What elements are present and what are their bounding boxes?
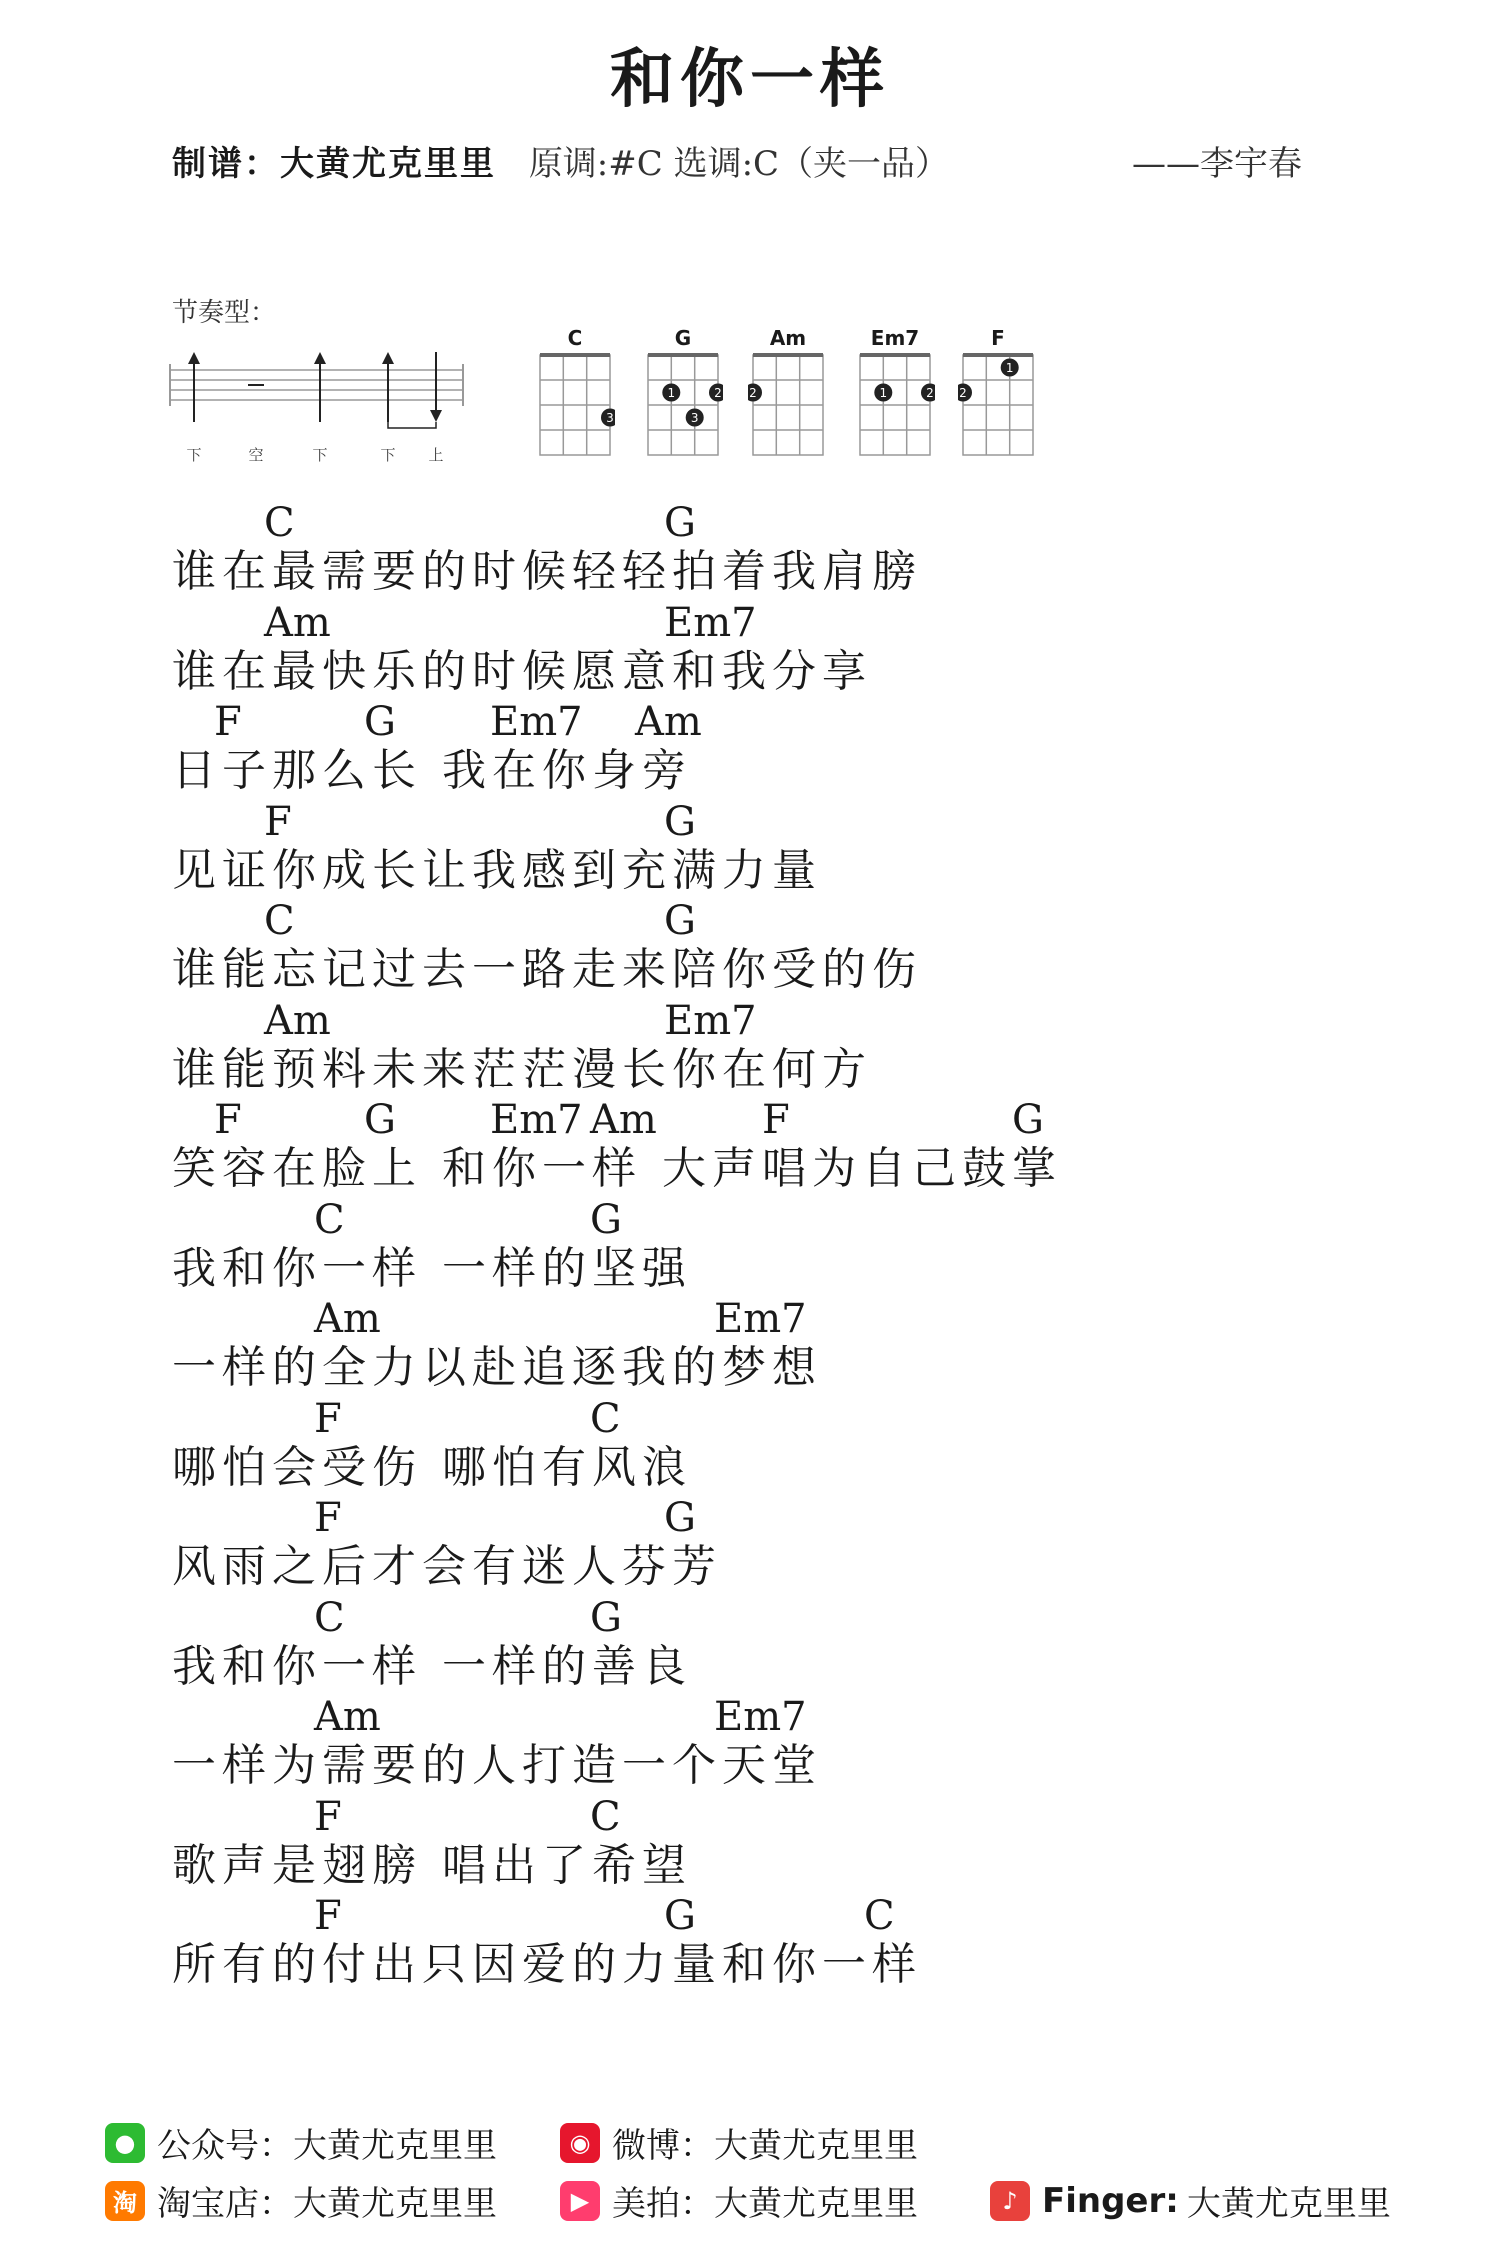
chord-label: Am [264, 997, 331, 1044]
finger-dot [921, 384, 935, 402]
lyric-text: 谁在最快乐的时候愿意和我分享 [172, 645, 872, 697]
chord-label: F [214, 1097, 242, 1143]
finger-dot [958, 384, 972, 402]
finger-text: 大黄尤克里里 [1186, 2184, 1391, 2224]
song-line [172, 1694, 1372, 1794]
chord-grid [643, 352, 723, 458]
lyric-text: 歌声是翅膀 唱出了希望 [172, 1839, 692, 1891]
weibo-icon: ◉ [560, 2123, 600, 2163]
chord-name: F [991, 326, 1005, 350]
song-line [172, 600, 1372, 700]
chord-label: Am [264, 599, 331, 646]
chord-label: F [314, 1495, 342, 1541]
stroke-label: 空 [248, 446, 264, 464]
chord-label: G [364, 699, 396, 745]
rhythm-pattern [168, 350, 468, 470]
finger-label: Finger: [1042, 2180, 1179, 2221]
song-line [172, 1495, 1372, 1595]
chord-label: Em7 [664, 599, 757, 646]
lyric-text: 风雨之后才会有迷人芬芳 [172, 1541, 722, 1592]
finger-dot [662, 384, 680, 402]
song-line [172, 898, 1372, 998]
chord-label: C [314, 1594, 345, 1641]
chord-label: G [664, 798, 696, 845]
chord-label: Em7 [714, 1296, 807, 1342]
finger-account [990, 2176, 1391, 2225]
lyric-text: 谁在最需要的时候轻轻拍着我肩膀 [172, 546, 922, 597]
taobao-shop [105, 2176, 497, 2225]
chord-label: Am [314, 1694, 381, 1740]
chord-grid [748, 352, 828, 458]
meipai-account [560, 2176, 918, 2225]
chord-label: C [314, 1196, 345, 1243]
chord-grid [535, 352, 615, 458]
lyric-text: 一样的全力以赴追逐我的梦想 [172, 1342, 822, 1393]
weibo-account [560, 2118, 918, 2167]
finger-dot [601, 409, 615, 427]
chord-label: C [590, 1793, 621, 1840]
song-line [172, 1595, 1372, 1695]
chord-name: Em7 [870, 326, 920, 350]
chord-label: Em7 [714, 1694, 807, 1740]
chord-label: C [264, 500, 295, 546]
taobao-icon: 淘 [105, 2181, 145, 2221]
chord-diagram-c [535, 326, 615, 466]
chord-label: Am [635, 699, 702, 745]
chord-label: G [590, 1594, 622, 1641]
meipai-icon: ▶ [560, 2181, 600, 2221]
finger-dot [748, 384, 762, 402]
chord-label: G [364, 1097, 396, 1143]
weibo-text: 微博：大黄尤克里里 [612, 2126, 918, 2166]
svg-text:1: 1 [667, 386, 676, 400]
svg-text:1: 1 [1005, 361, 1014, 375]
chord-diagram-g [643, 326, 723, 466]
svg-text:3: 3 [690, 411, 699, 425]
song-line [172, 1197, 1372, 1297]
lyric-text: 哪怕会受伤 哪怕有风浪 [172, 1441, 692, 1493]
song-line [172, 1296, 1372, 1396]
chord-label: G [664, 898, 696, 944]
song-line [172, 1794, 1372, 1894]
chord-label: G [664, 500, 696, 546]
song-title: 和你一样 [610, 43, 890, 117]
svg-text:2: 2 [749, 386, 757, 400]
finger-dot [874, 384, 892, 402]
wechat-icon: ● [105, 2123, 145, 2163]
wechat-account [105, 2118, 497, 2167]
meipai-text: 美拍：大黄尤克里里 [612, 2184, 918, 2224]
finger-dot [686, 409, 704, 427]
lyric-text: 笑容在脸上 和你一样 大声唱为自己鼓掌 [172, 1143, 1062, 1194]
chord-name: G [674, 326, 692, 350]
song-line [172, 1396, 1372, 1496]
strum-up-arrow [382, 352, 394, 422]
stroke-label: 上 [428, 446, 444, 464]
finger-dot [709, 384, 723, 402]
chord-label: F [314, 1893, 342, 1939]
chord-label: F [264, 798, 292, 845]
svg-text:2: 2 [959, 386, 967, 400]
chord-diagram-f [958, 326, 1038, 466]
strum-up-arrow [314, 352, 326, 422]
stroke-label: 下 [312, 446, 328, 464]
chord-label: F [314, 1395, 342, 1442]
taobao-text: 淘宝店：大黄尤克里里 [157, 2184, 497, 2224]
strum-up-arrow [188, 352, 200, 422]
svg-text:2: 2 [926, 386, 934, 400]
svg-text:3: 3 [606, 411, 614, 425]
stroke-label: 下 [186, 446, 202, 464]
rhythm-label: 节奏型： [172, 298, 277, 328]
chord-label: G [1012, 1097, 1044, 1143]
svg-text:2: 2 [714, 386, 722, 400]
artist: ——李宇春 [1132, 144, 1302, 184]
lyric-text: 一样为需要的人打造一个天堂 [172, 1740, 822, 1791]
lyrics-sheet [172, 500, 1372, 1993]
finger-icon: ♪ [990, 2181, 1030, 2221]
sheet-meta [172, 136, 1302, 185]
chord-label: C [590, 1395, 621, 1442]
chord-grid [855, 352, 935, 458]
chord-label: Em7 [490, 699, 583, 745]
lyric-text: 我和你一样 一样的坚强 [172, 1242, 692, 1294]
chord-label: C [864, 1893, 895, 1939]
arranger: 制谱：大黄尤克里里 [172, 144, 496, 184]
chord-label: Am [314, 1296, 381, 1342]
lyric-text: 所有的付出只因爱的力量和你一样 [172, 1939, 922, 1990]
chord-grid [958, 352, 1038, 458]
svg-text:1: 1 [879, 386, 888, 400]
chord-label: F [314, 1793, 342, 1840]
song-line [172, 799, 1372, 899]
song-line [172, 1893, 1372, 1993]
lyric-text: 谁能预料未来茫茫漫长你在何方 [172, 1043, 872, 1095]
song-line [172, 500, 1372, 600]
chord-label: C [264, 898, 295, 944]
chord-name: C [567, 326, 583, 350]
chord-label: Em7 [490, 1097, 583, 1143]
chord-diagram-em7 [855, 326, 935, 466]
chord-label: Am [590, 1097, 657, 1143]
stroke-label: 下 [380, 446, 396, 464]
chord-label: G [664, 1893, 696, 1939]
chord-label: F [214, 699, 242, 745]
strum-down-arrow [430, 352, 442, 422]
chord-label: G [664, 1495, 696, 1541]
chord-name: Am [769, 326, 807, 350]
lyric-text: 日子那么长 我在你身旁 [172, 745, 692, 796]
chord-diagram-am [748, 326, 828, 466]
lyric-text: 我和你一样 一样的善良 [172, 1640, 692, 1692]
chord-label: G [590, 1196, 622, 1243]
wechat-text: 公众号：大黄尤克里里 [157, 2126, 497, 2166]
chord-label: F [762, 1097, 790, 1143]
stroke-beam [388, 422, 436, 428]
song-line [172, 998, 1372, 1098]
finger-dot [1001, 359, 1019, 377]
song-line [172, 1097, 1372, 1197]
chord-label: Em7 [664, 997, 757, 1044]
lyric-text: 见证你成长让我感到充满力量 [172, 844, 822, 896]
lyric-text: 谁能忘记过去一路走来陪你受的伤 [172, 944, 922, 995]
song-line [172, 699, 1372, 799]
key-info: 原调:#C 选调:C（夹一品） [528, 144, 950, 184]
